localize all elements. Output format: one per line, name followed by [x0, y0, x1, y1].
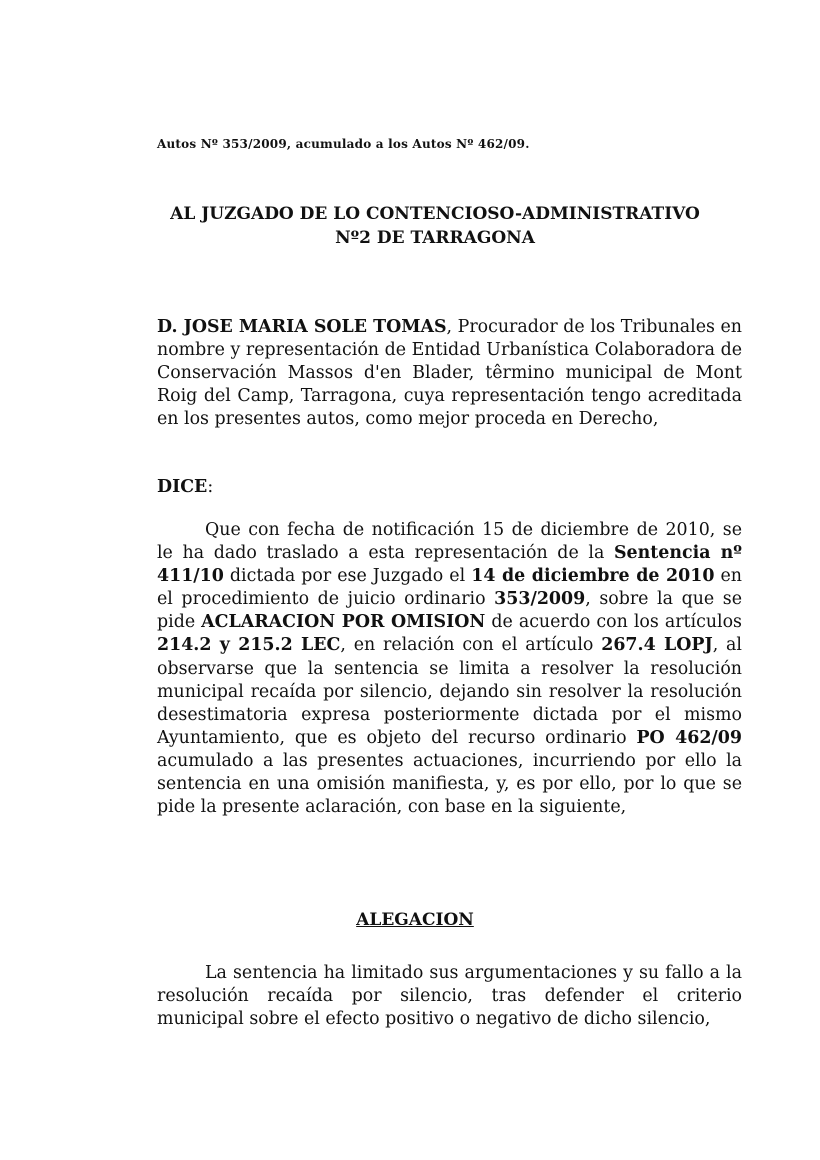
procedure-number: 353/2009 — [494, 589, 586, 610]
case-reference: Autos Nº 353/2009, acumulado a los Autos Nº 462/09. — [157, 137, 530, 151]
dice-label: DICE — [157, 477, 208, 497]
lopj-article: 267.4 LOPJ — [601, 635, 713, 656]
section-title-alegacion: ALEGACION — [356, 910, 474, 930]
sentencia-date: 14 de diciembre de 2010 — [471, 566, 715, 587]
body-text: dictada por ese Juzgado el — [223, 566, 472, 587]
body-text: en el procedimiento de juicio ordinario — [157, 566, 742, 610]
court-heading — [150, 202, 720, 250]
sentencia-number: Sentencia nº 411/10 — [157, 543, 742, 587]
body-text: Que con fecha de notificación 15 de diciembre de 2010, se le ha dado traslado a esta representación de la — [157, 520, 742, 564]
body-text: , en relación con el artículo — [340, 635, 602, 656]
request-type: ACLARACION POR OMISION — [201, 612, 486, 633]
body-text: , sobre la que se pide — [157, 589, 742, 633]
body-text: de acuerdo con los artículos — [485, 612, 742, 633]
intro-text: , Procurador de los Tribunales en nombre y representación de Entidad Urbanística Colaboradora de Conservación Massos d'en Blader, têrmino municipal de Mont Roig del Camp, Tarragona, cuya representación tengo acreditada en los presentes autos, como mejor proceda en Derecho, — [157, 317, 742, 430]
intro-paragraph — [157, 316, 742, 431]
body-text: , al observarse que la sentencia se limita a resolver la resolución municipal recaída por silencio, dejando sin resolver la resolución desestimatoria expresa posteriormente dictada por el mismo Ayuntamiento, que es objeto del recurso ordinario — [157, 635, 742, 748]
procurador-name: D. JOSE MARIA SOLE TOMAS — [157, 317, 447, 337]
court-heading-line2: Nº2 DE TARRAGONA — [335, 228, 535, 248]
alegacion-paragraph: La sentencia ha limitado sus argumentaciones y su fallo a la resolución recaída por silencio, tras defender el criterio municipal sobre el efecto positivo o negativo de dicho silencio, — [157, 963, 742, 1030]
dice-colon: : — [207, 477, 214, 497]
body-paragraph — [157, 519, 742, 819]
court-heading-line1: AL JUZGADO DE LO CONTENCIOSO-ADMINISTRATIVO — [170, 204, 700, 224]
po-number: PO 462/09 — [636, 727, 742, 748]
body-text: acumulado a las presentes actuaciones, incurriendo por ello la sentencia en una omisión manifiesta, y, es por ello, por lo que se pide la presente aclaración, con base en la siguiente, — [157, 750, 742, 818]
lec-articles: 214.2 y 215.2 LEC — [157, 635, 341, 656]
dice-heading — [157, 477, 213, 497]
